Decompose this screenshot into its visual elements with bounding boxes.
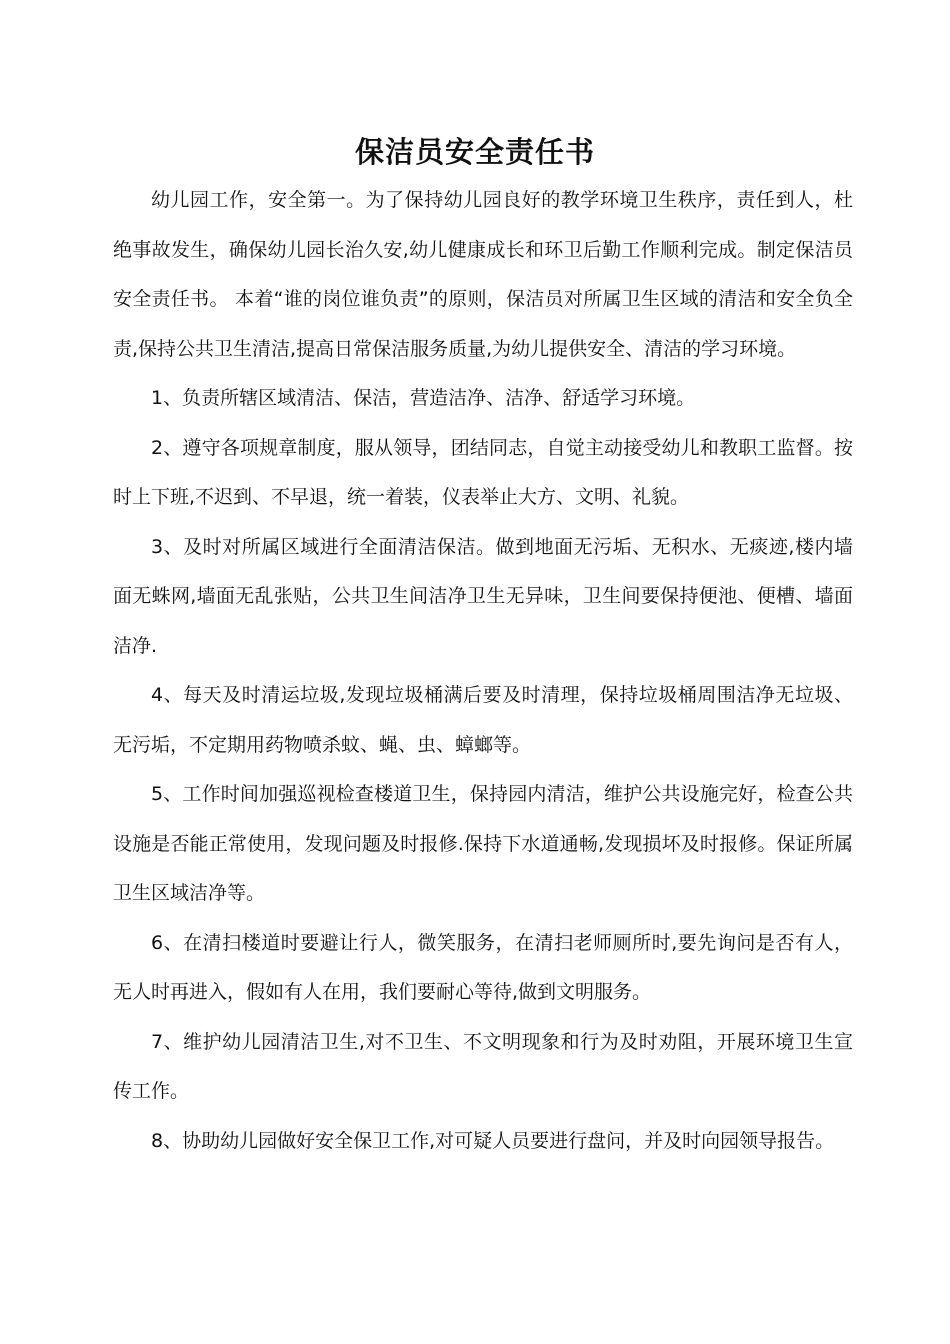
clause-8-paragraph: 8、协助幼儿园做好安全保卫工作,对可疑人员要进行盘问，并及时向园领导报告。	[151, 1129, 835, 1152]
clause-4-paragraph: 4、每天及时清运垃圾,发现垃圾桶满后要及时清理，保持垃圾桶周围洁净无垃圾、无污垢，不定期用药物喷杀蚊、蝇、虫、蟑螂等。	[113, 684, 853, 756]
clause-3-paragraph: 3、及时对所属区域进行全面清洁保洁。做到地面无污垢、无积水、无痰迹,楼内墙面无蛛网,墙面无乱张贴，公共卫生间洁净卫生无异味，卫生间要保持便池、便槽、墙面洁净.	[113, 535, 853, 657]
clause-1-paragraph: 1、负责所辖区域清洁、保洁，营造洁净、洁净、舒适学习环境。	[151, 387, 696, 409]
document-title: 保洁员安全责任书	[354, 135, 595, 169]
document-body	[113, 176, 853, 1166]
clause-6-paragraph: 6、在清扫楼道时要避让行人，微笑服务，在清扫老师厕所时,要先询问是否有人，无人时再进入，假如有人在用，我们要耐心等待,做到文明服务。	[113, 931, 853, 1003]
intro-paragraph: 幼儿园工作，安全第一。为了保持幼儿园良好的教学环境卫生秩序，责任到人，杜绝事故发生，确保幼儿园长治久安,幼儿健康成长和环卫后勤工作顺利完成。制定保洁员安全责任书。 本着“谁的岗位谁负责”的原则，保洁员对所属卫生区域的清洁和安全负全责,保持公共卫生清洁,提高日常保洁服务质量,为幼儿提供安全、清洁的学习环境。	[113, 189, 853, 360]
clause-2-paragraph: 2、遵守各项规章制度，服从领导，团结同志，自觉主动接受幼儿和教职工监督。按时上下班,不迟到、不早退，统一着装，仪表举止大方、文明、礼貌。	[113, 436, 853, 508]
clause-5-paragraph: 5、工作时间加强巡视检查楼道卫生，保持园内清洁，维护公共设施完好，检查公共设施是否能正常使用，发现问题及时报修.保持下水道通畅,发现损坏及时报修。保证所属卫生区域洁净等。	[113, 783, 853, 904]
clause-7-paragraph: 7、维护幼儿园清洁卫生,对不卫生、不文明现象和行为及时劝阻，开展环境卫生宣传工作。	[113, 1030, 853, 1102]
